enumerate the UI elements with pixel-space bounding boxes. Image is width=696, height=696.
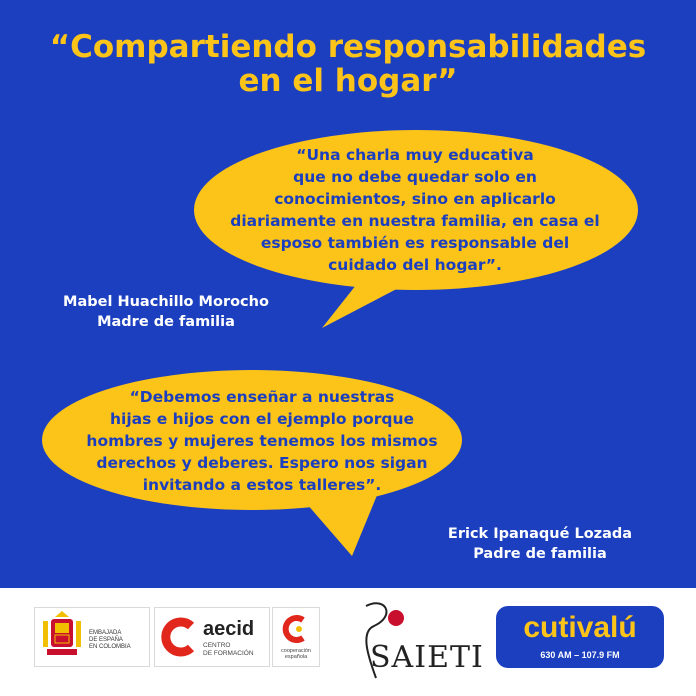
testimonial-quote-1: [200, 144, 630, 276]
quote-1-line: cuidado del hogar”.: [328, 256, 502, 274]
cutivalu-name: cutivalú: [523, 611, 637, 644]
cutivalu-frequency: 630 AM – 107.9 FM: [540, 650, 620, 660]
author-2-name: Erick Ipanaqué Lozada: [447, 526, 633, 542]
quote-1-line: que no debe quedar solo en: [293, 168, 537, 186]
embajada-espana-logo: [34, 607, 150, 667]
quote-2-line: invitando a estos talleres”.: [142, 476, 382, 494]
cooperacion-espanola-logo: [272, 607, 320, 667]
cutivalu-logo: [496, 606, 664, 668]
saieti-logo: [356, 596, 484, 688]
quote-1-line: “Una charla muy educativa: [296, 146, 534, 164]
testimonial-author-2: [430, 524, 650, 564]
author-2-role: Padre de familia: [473, 546, 607, 562]
author-1-role: Madre de familia: [97, 314, 235, 330]
quote-1-line: diariamente en nuestra familia, en casa el: [230, 212, 600, 230]
author-1-name: Mabel Huachillo Morocho: [63, 294, 269, 310]
quote-1-line: esposo también es responsable del: [260, 234, 570, 252]
embajada-text: EMBAJADA DE ESPAÑA EN COLOMBIA: [89, 630, 131, 650]
title-line-1: “Compartiendo responsabilidades: [49, 29, 647, 65]
aecid-subtitle: CENTRO DE FORMACIÓN: [203, 642, 254, 657]
aecid-c-icon: [159, 616, 201, 658]
logo-footer: [0, 588, 696, 696]
coat-of-arms-icon: [37, 609, 87, 665]
title-line-2: en el hogar”: [238, 63, 458, 99]
saieti-text: SAIETI: [370, 640, 484, 675]
testimonial-quote-2: [62, 386, 462, 496]
aecid-logo: [154, 607, 270, 667]
quote-2-line: “Debemos enseñar a nuestras: [129, 388, 395, 406]
quote-2-line: derechos y deberes. Espero nos sigan: [96, 454, 428, 472]
cooperacion-text: cooperación española: [281, 648, 311, 660]
quote-2-line: hombres y mujeres tenemos los mismos: [86, 432, 438, 450]
cooperacion-icon: [281, 614, 311, 644]
aecid-name: aecid: [203, 618, 255, 640]
quote-1-line: conocimientos, sino en aplicarlo: [274, 190, 556, 208]
testimonial-author-1: [56, 292, 276, 332]
quote-2-line: hijas e hijos con el ejemplo porque: [109, 410, 415, 428]
